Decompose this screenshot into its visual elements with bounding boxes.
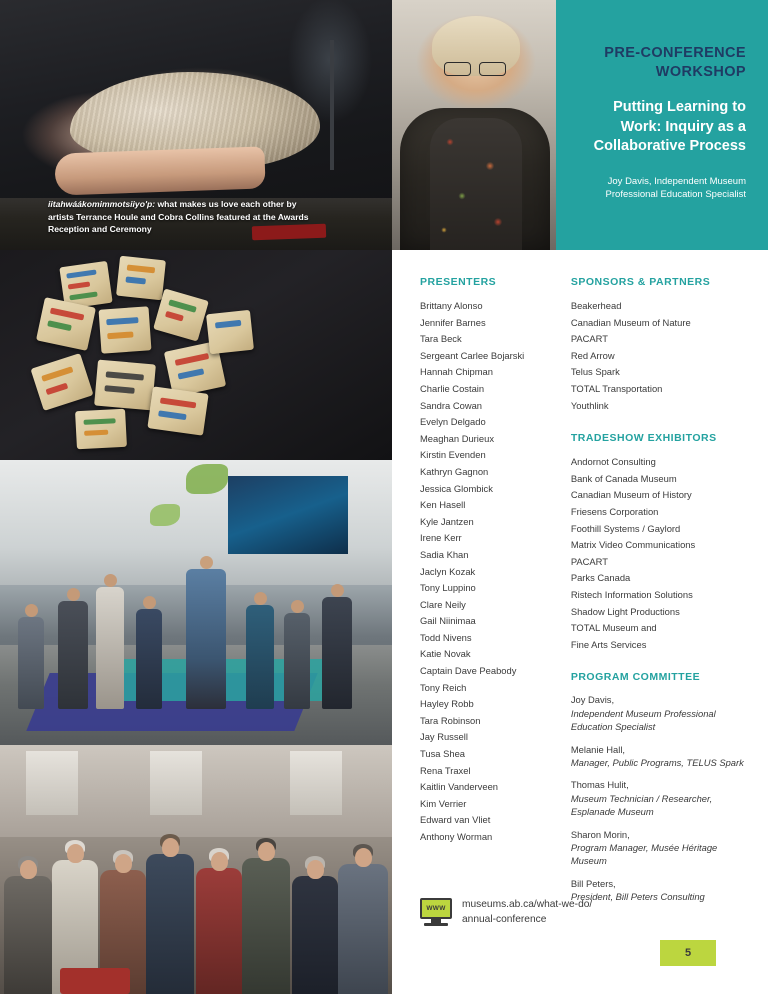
presenter-item: Katie Novak xyxy=(420,648,471,660)
footer-url-line2: annual-conference xyxy=(462,913,547,925)
www-icon-label: WWW xyxy=(420,898,452,919)
website-footer[interactable] xyxy=(420,898,740,927)
committee-role: Program Manager, Musée Héritage Museum xyxy=(570,841,718,867)
presenter-item: Clare Neily xyxy=(420,598,466,610)
exhibitor-item: TOTAL Museum and xyxy=(570,622,657,634)
presenter-item: Sandra Cowan xyxy=(420,399,483,411)
performance-art-photo xyxy=(0,0,392,250)
presenter-item: Jennifer Barnes xyxy=(420,316,486,328)
committee-role: Independent Museum Professional Education Specialist xyxy=(570,707,716,733)
committee-item xyxy=(571,828,750,868)
audience-member xyxy=(292,876,338,994)
visitor-figure xyxy=(322,597,352,709)
tile xyxy=(116,256,166,301)
sponsors-exhibitors-column xyxy=(571,276,750,913)
tile xyxy=(36,297,96,351)
presenter-item: Tusa Shea xyxy=(420,748,465,760)
committee-name: Bill Peters, xyxy=(570,877,616,889)
leaf-decal-icon xyxy=(186,464,228,494)
presenter-item: Ken Hasell xyxy=(420,499,466,511)
exhibitor-item: Ristech Information Solutions xyxy=(570,588,693,600)
exhibitors-heading: TRADESHOW EXHIBITORS xyxy=(570,432,717,445)
exhibitor-item: Foothill Systems / Gaylord xyxy=(570,522,681,534)
committee-name: Thomas Hulit, xyxy=(570,779,629,791)
presenter-item: Jay Russell xyxy=(420,731,468,743)
presenter-item: Sadia Khan xyxy=(420,548,469,560)
presenter-item: Rena Traxel xyxy=(420,764,471,776)
visitor-figure xyxy=(136,609,162,709)
presenter-item: Kyle Jantzen xyxy=(420,515,474,527)
sponsor-item: Telus Spark xyxy=(570,366,620,378)
visitor-figure xyxy=(58,601,88,709)
presenter-item: Edward van Vliet xyxy=(420,814,491,826)
visitor-figure xyxy=(246,605,274,709)
audience-member xyxy=(146,854,194,994)
presenter-item: Irene Kerr xyxy=(420,532,462,544)
presenter-item: Brittany Alonso xyxy=(420,300,483,311)
presenter-item: Anthony Worman xyxy=(420,831,493,842)
exhibitor-item: Friesens Corporation xyxy=(570,505,659,517)
tile xyxy=(206,310,254,354)
presenter-item: Evelyn Delgado xyxy=(420,416,486,428)
sponsor-item: Youthlink xyxy=(570,399,609,411)
hero-text-block xyxy=(556,0,768,250)
presenter-item: Jaclyn Kozak xyxy=(420,565,476,577)
painted-tiles-photo xyxy=(0,250,392,460)
tile xyxy=(99,306,152,353)
microphone-stand-icon xyxy=(330,40,334,170)
committee-name: Melanie Hall, xyxy=(570,743,626,755)
red-folder xyxy=(60,968,130,994)
exhibitors-list xyxy=(571,454,750,653)
exhibitor-item: Parks Canada xyxy=(570,572,631,584)
presenters-list xyxy=(420,298,555,846)
footer-url-line1: museums.ab.ca/what-we-do/ xyxy=(462,899,593,910)
presenter-item: Jessica Glombick xyxy=(420,482,493,494)
window xyxy=(150,751,202,815)
window xyxy=(26,751,78,815)
caption-italic: iitahwáákomimmotsiiyo'p: xyxy=(48,199,156,210)
exhibitor-item: Shadow Light Productions xyxy=(570,605,680,617)
committee-item xyxy=(571,743,750,770)
presenter-item: Hannah Chipman xyxy=(420,366,493,378)
committee-item xyxy=(571,778,750,818)
hero-title: Putting Learning to Work: Inquiry as a Collaborative Process xyxy=(593,99,746,154)
presenters-column xyxy=(420,276,555,846)
visitor-figure xyxy=(18,617,44,709)
presenter-item: Gail Niinimaa xyxy=(420,615,476,627)
presenter-item: Hayley Robb xyxy=(420,698,474,710)
presenter-item: Kirstin Evenden xyxy=(420,449,486,461)
sponsor-item: TOTAL Transportation xyxy=(570,382,663,394)
sponsor-item: Red Arrow xyxy=(570,349,615,361)
committee-list xyxy=(571,693,750,903)
tile xyxy=(30,353,93,411)
committee-role: Manager, Public Programs, TELUS Spark xyxy=(570,756,744,768)
speaker-photo xyxy=(392,0,556,250)
content-column xyxy=(392,0,768,994)
sponsors-heading: SPONSORS & PARTNERS xyxy=(570,276,711,288)
presenter-item: Meaghan Durieux xyxy=(420,432,495,444)
tile xyxy=(153,288,209,341)
caption-rest: what makes us love each other by artists Terrance Houle and Cobra Collins featured at the Awards Reception and Ceremony xyxy=(48,199,309,235)
presenter-item: Kim Verrier xyxy=(420,797,467,809)
exhibitor-item: Bank of Canada Museum xyxy=(570,472,677,484)
audience-member xyxy=(4,876,52,994)
presenter-item: Tony Reich xyxy=(420,681,467,693)
display-screen xyxy=(228,476,348,554)
sponsor-item: PACART xyxy=(570,333,609,345)
presenter-item: Todd Nivens xyxy=(420,631,472,643)
audience-member xyxy=(338,864,388,994)
committee-item xyxy=(571,693,750,733)
window xyxy=(290,751,342,815)
www-monitor-icon xyxy=(420,898,452,926)
exhibitor-item: Andornot Consulting xyxy=(570,456,656,468)
presenter-item: Kaitlin Vanderveen xyxy=(420,781,499,793)
presenter-item: Tara Beck xyxy=(420,333,462,345)
patterned-scarf xyxy=(430,118,522,250)
exhibitor-item: Canadian Museum of History xyxy=(570,489,692,501)
presenter-item: Tara Robinson xyxy=(420,714,481,726)
sponsor-item: Beakerhead xyxy=(570,300,622,311)
exhibitor-item: PACART xyxy=(570,555,609,567)
gallery-activity-photo xyxy=(0,460,392,745)
exhibitor-item: Matrix Video Communications xyxy=(570,539,696,551)
hero-kicker: PRE-CONFERENCE WORKSHOP xyxy=(604,45,746,80)
footer-url[interactable] xyxy=(462,898,592,927)
audience-photo xyxy=(0,745,392,994)
presenter-item: Charlie Costain xyxy=(420,382,485,394)
leaf-decal-icon xyxy=(150,504,180,526)
presenter-item: Sergeant Carlee Bojarski xyxy=(420,349,525,361)
tile xyxy=(75,409,127,450)
pre-conference-hero xyxy=(392,0,768,250)
presenters-heading: PRESENTERS xyxy=(420,276,497,288)
presenter-item: Kathryn Gagnon xyxy=(420,465,489,477)
page-number: 5 xyxy=(684,947,692,959)
sponsors-list xyxy=(571,298,750,414)
photo-caption xyxy=(48,198,318,236)
lists-area xyxy=(392,250,768,913)
audience-member xyxy=(242,858,290,994)
committee-role: Museum Technician / Researcher, Esplanade Museum xyxy=(570,792,713,818)
presenter-figure xyxy=(186,569,226,709)
audience-member xyxy=(196,868,242,994)
page-number-badge xyxy=(660,940,716,966)
sponsor-item: Canadian Museum of Nature xyxy=(570,316,691,328)
eyeglasses-icon xyxy=(444,62,506,74)
committee-name: Sharon Morin, xyxy=(570,828,630,840)
performer-figure xyxy=(54,146,265,195)
committee-role: President, Bill Peters Consulting xyxy=(570,891,705,903)
hero-speaker: Joy Davis, Independent Museum Professional Education Specialist xyxy=(605,175,746,200)
visitor-figure xyxy=(96,587,124,709)
committee-name: Joy Davis, xyxy=(570,694,615,706)
committee-heading: PROGRAM COMMITTEE xyxy=(570,671,701,684)
tile xyxy=(147,386,208,435)
visitor-figure xyxy=(284,613,310,709)
tile xyxy=(94,360,156,411)
exhibitor-item: Fine Arts Services xyxy=(570,638,647,650)
presenter-item: Tony Luppino xyxy=(420,582,476,594)
presenter-item: Captain Dave Peabody xyxy=(420,665,517,677)
